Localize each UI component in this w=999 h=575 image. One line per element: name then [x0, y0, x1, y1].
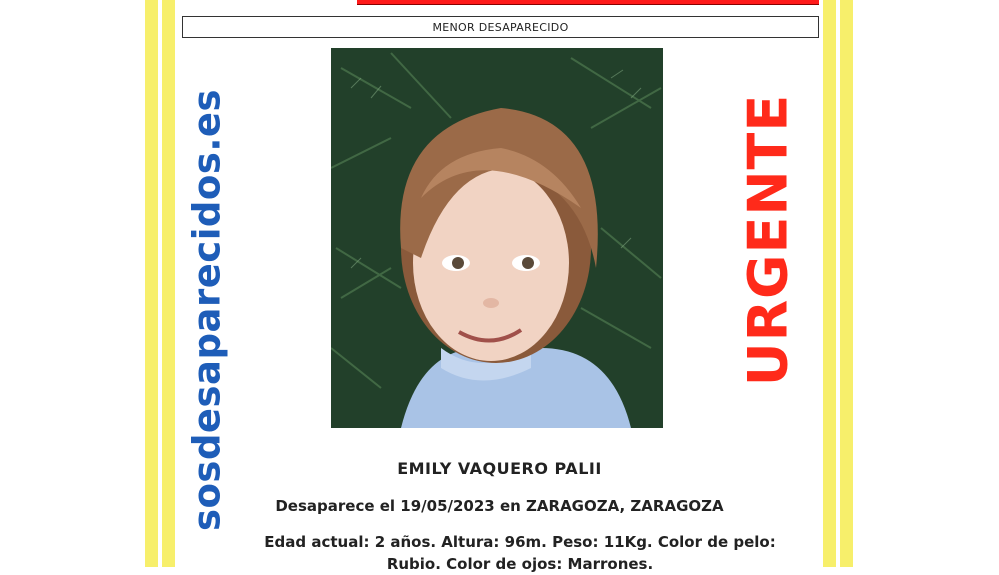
frame-left-inner [162, 0, 175, 567]
physical-description: Edad actual: 2 años. Altura: 96m. Peso: 11Kg. Color de pelo: Rubio. Color de ojos: Marrones. [264, 533, 776, 573]
missing-person-name: EMILY VAQUERO PALII [397, 459, 602, 478]
disappearance-info: Desaparece el 19/05/2023 en ZARAGOZA, ZARAGOZA [275, 497, 724, 515]
frame-right-outer [840, 0, 853, 567]
side-url: sosdesaparecidos.es [185, 88, 229, 532]
top-red-strip [357, 0, 819, 5]
urgent-label: URGENTE [736, 93, 800, 387]
child-photo [331, 48, 663, 428]
category-label [182, 16, 819, 38]
frame-right-inner [823, 0, 836, 567]
category-text: MENOR DESAPARECIDO [432, 20, 569, 34]
frame-left-outer [145, 0, 158, 567]
